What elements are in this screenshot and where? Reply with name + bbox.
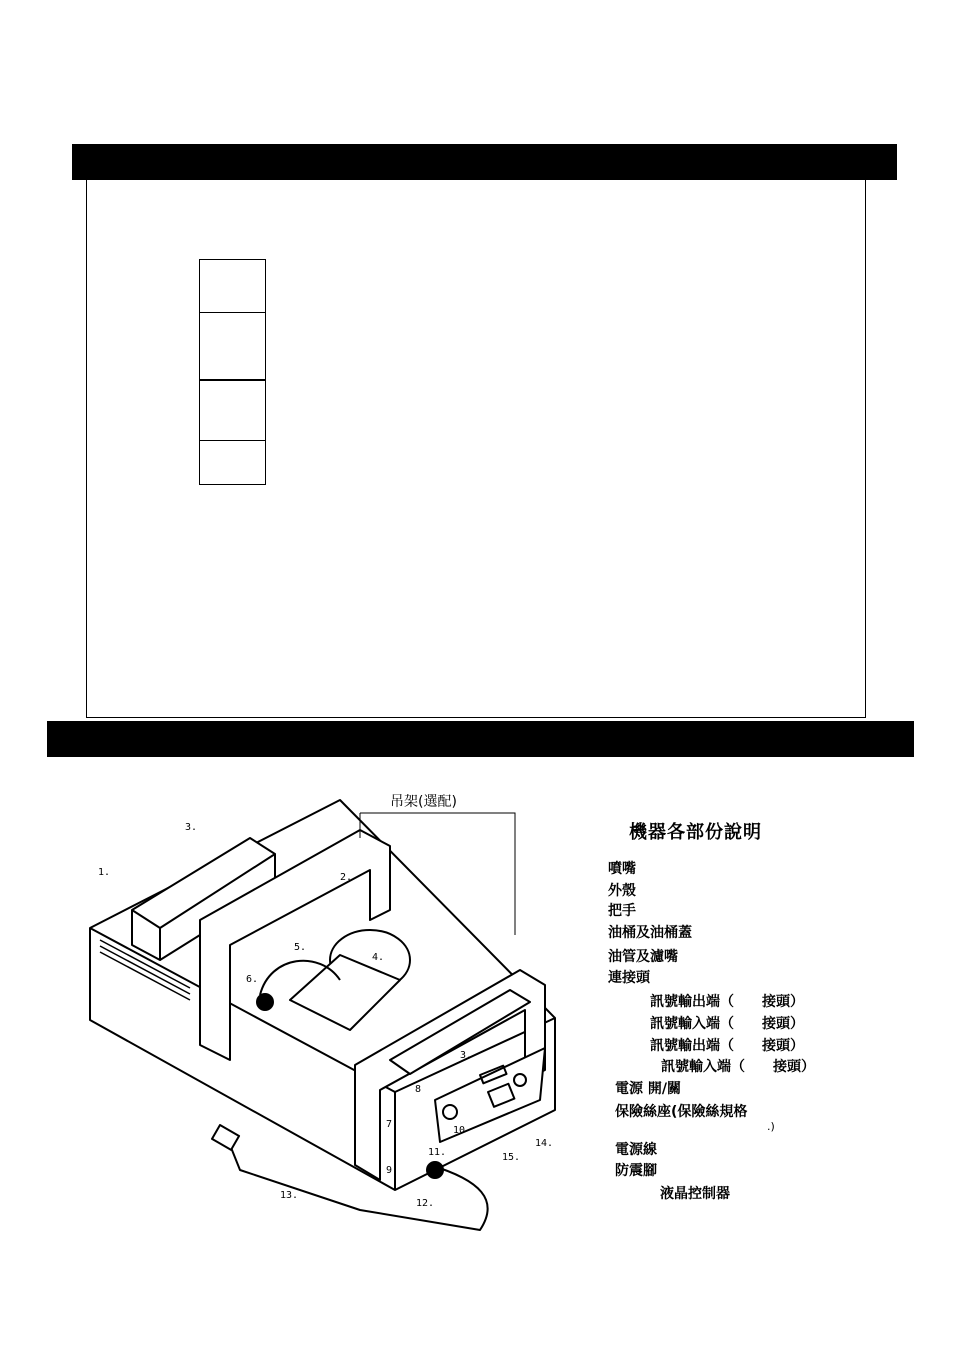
part-label-6: 6. <box>246 974 259 985</box>
legend-item-7: 訊號輸出端（ 接頭） <box>650 994 804 1010</box>
part-label-11: 11. <box>428 1147 447 1158</box>
part-label-4: 4. <box>372 952 385 963</box>
legend-item-15: 液晶控制器 <box>660 1186 730 1202</box>
legend-item-2: 外殼 <box>608 883 636 899</box>
legend-item-11: 電源 開/關 <box>615 1081 681 1097</box>
legend-item-12: 保險絲座(保險絲規格 <box>615 1104 748 1120</box>
legend-item-14: 防震腳 <box>615 1163 657 1179</box>
section-header-bar-parts <box>47 721 914 757</box>
legend-item-5: 油管及濾嘴 <box>608 949 678 965</box>
legend-item-6: 連接頭 <box>608 970 650 986</box>
legend-item-1: 噴嘴 <box>608 861 636 877</box>
part-label-1: 1. <box>98 867 111 878</box>
part-label-12: 12. <box>416 1198 435 1209</box>
part-label-9: 9. <box>386 1165 399 1176</box>
legend-item-13: 電源線 <box>615 1142 657 1158</box>
part-label-3-front: 3. <box>460 1050 473 1061</box>
legend-item-10: 訊號輸入端（ 接頭） <box>661 1059 815 1075</box>
part-label-13: 13. <box>280 1190 299 1201</box>
machine-diagram <box>60 770 560 1240</box>
part-label-3-top: 3. <box>185 822 198 833</box>
hanger-callout-label: 吊架(選配) <box>390 794 457 810</box>
part-label-14: 14. <box>535 1138 554 1149</box>
part-label-5: 5. <box>294 942 307 953</box>
table-row-divider <box>200 379 265 381</box>
parts-legend-title: 機器各部份說明 <box>629 822 762 843</box>
table-row-divider <box>200 440 265 441</box>
legend-item-9: 訊號輸出端（ 接頭） <box>650 1038 804 1054</box>
section-header-bar-top <box>72 144 897 180</box>
part-label-15: 15. <box>502 1152 521 1163</box>
part-label-2: 2. <box>340 872 353 883</box>
legend-item-8: 訊號輸入端（ 接頭） <box>650 1016 804 1032</box>
part-label-10: 10 <box>453 1125 466 1136</box>
part-label-8: 8 <box>415 1084 422 1095</box>
legend-item-3: 把手 <box>608 903 636 919</box>
table-row-divider <box>200 312 265 313</box>
spec-table <box>199 259 266 485</box>
part-label-7: 7 <box>386 1119 393 1130</box>
legend-item-4: 油桶及油桶蓋 <box>608 925 692 941</box>
legend-item-12-continued: .) <box>767 1120 775 1133</box>
